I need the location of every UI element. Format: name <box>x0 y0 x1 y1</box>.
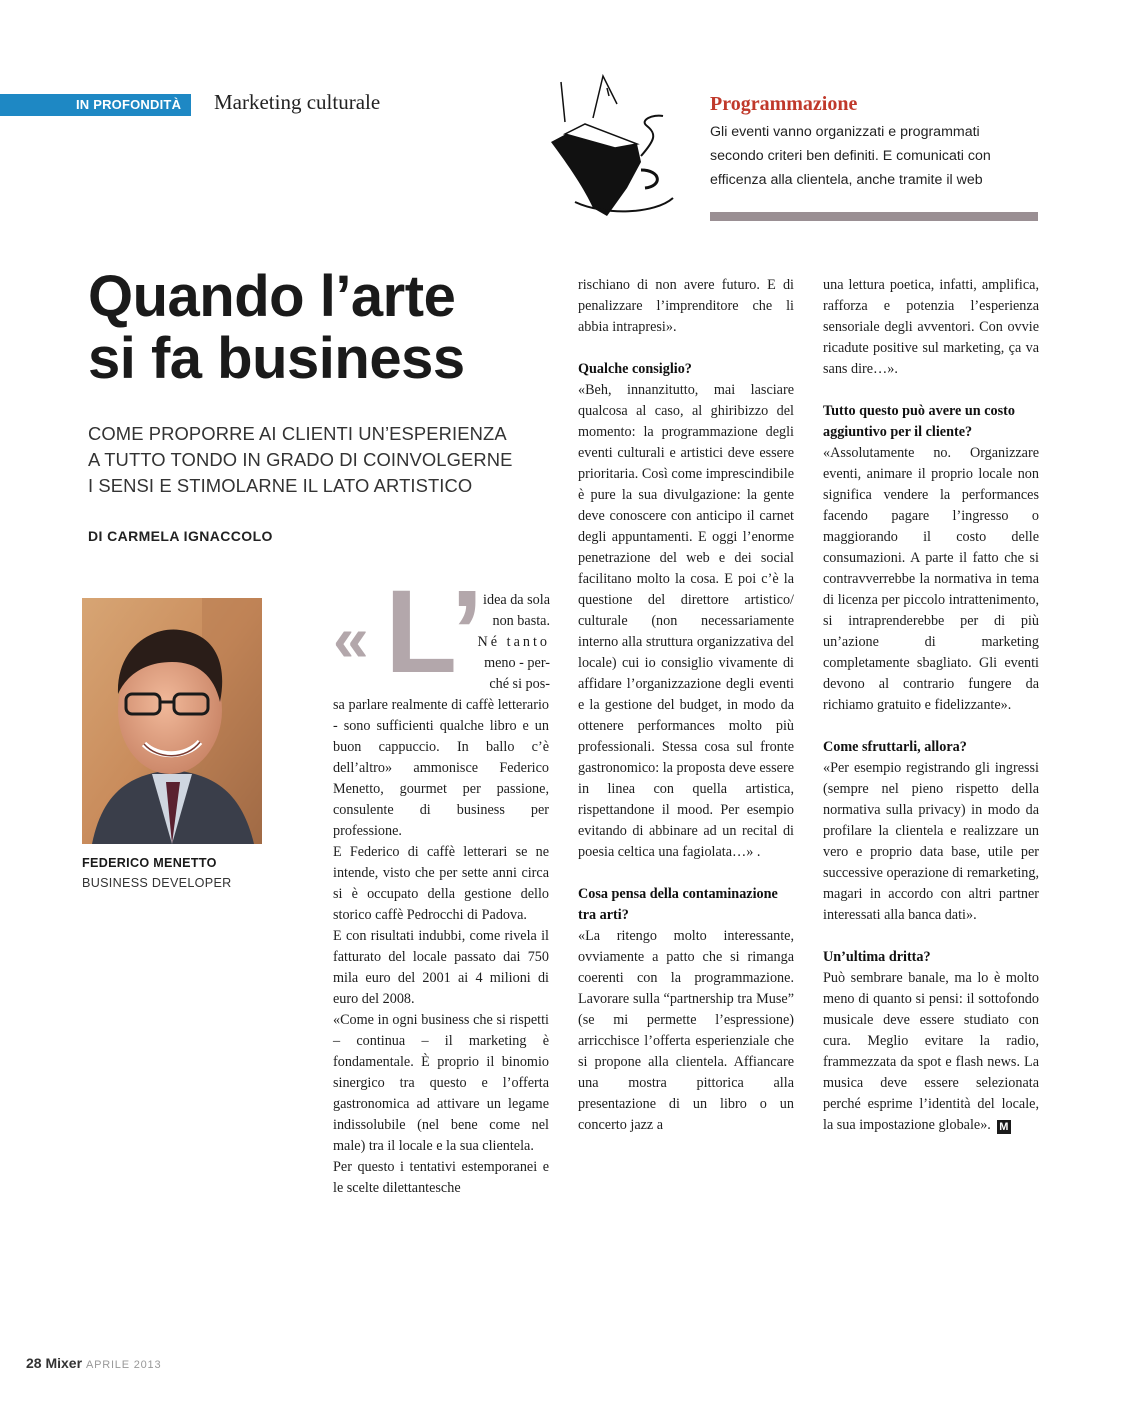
portrait-photo <box>82 598 262 844</box>
sidebar-line: efficenza alla clientela, anche tramite il web <box>710 172 983 188</box>
drop-cap <box>333 566 550 698</box>
magazine-name: Mixer <box>45 1355 83 1371</box>
final-answer: Può sembrare banale, ma lo è molto meno di quanto si pensi: il sottofondo musicale deve essere studiato con cura. Meglio evitare la radio, frammezzata da spot e flash news. La musica deve essere selezionata perché esprime l’identità del locale, la sua impostazione globale». <box>823 970 1039 1133</box>
end-mark-icon: M <box>997 1120 1011 1134</box>
paragraph: «Assolutamente no. Organizzare eventi, animare il proprio locale non significa vendere la performances facendo pagare l’ingresso o maggiorando il costo delle consumazioni. A parte il fatto che si contravverrebbe la normativa in tema di licenza per piccolo intrattenimento, si intraprenderebbe per di più un’azione di marketing completamente sbagliato. Gli eventi devono al contrario fungere da richiamo gratuito e fidelizzante». <box>823 445 1039 713</box>
coffee-cup-illustration <box>545 70 685 220</box>
drop-cap-line: Né tanto <box>477 634 550 650</box>
paragraph: E con risultati indubbi, come rivela il fatturato del locale passato dai 750 mila euro del 2001 ai 4 milioni di euro del 2008. <box>333 928 549 1007</box>
photo-caption-name: FEDERICO MENETTO <box>82 856 217 870</box>
column-1 <box>333 695 549 1199</box>
section-title: Marketing culturale <box>214 90 381 114</box>
subtitle-line: A TUTTO TONDO IN GRADO DI COINVOLGERNE <box>88 449 513 470</box>
drop-cap-letter: L’ <box>385 566 484 698</box>
subtitle-line: I SENSI E STIMOLARNE IL LATO ARTISTICO <box>88 475 473 496</box>
paragraph: E Federico di caffè letterari se ne intende, visto che per sette anni circa si è occupato della gestione dello storico caffè Pedrocchi di Padova. <box>333 844 549 923</box>
page-number: 28 <box>26 1355 42 1371</box>
article-title <box>88 266 548 390</box>
question-heading: Un’ultima dritta? <box>823 949 931 965</box>
paragraph: una lettura poetica, infatti, amplifica, rafforza e potenzia l’esperienza sensoriale degli avventori. Con ovvie ricadute positive sul marketing, ça va sans dire…». <box>823 277 1039 377</box>
drop-cap-line: idea da sola <box>483 592 550 608</box>
paragraph <box>823 968 1039 1136</box>
article-subtitle <box>88 421 528 499</box>
issue-date: APRILE 2013 <box>85 1359 162 1371</box>
question-heading: Qualche consiglio? <box>578 361 692 377</box>
header-band <box>0 94 72 116</box>
sidebar-line: Gli eventi vanno organizzati e programmati <box>710 124 980 140</box>
byline: DI CARMELA IGNACCOLO <box>88 528 273 544</box>
question-heading: Cosa pensa della contaminazione tra arti? <box>578 886 778 923</box>
question-heading: Tutto questo può avere un costo aggiuntivo per il cliente? <box>823 403 1015 440</box>
subtitle-line: COME PROPORRE AI CLIENTI UN’ESPERIENZA <box>88 423 507 444</box>
sidebar-rule <box>710 212 1038 221</box>
paragraph: «Beh, innanzitutto, mai lasciare qualcosa al caso, al ghiribizzo del momento: la programmazione degli eventi culturali e artistici deve essere prioritaria. Così come imprescindibile è pure la sua divulgazione: la gente deve conoscere con anticipo il carnet degli appuntamenti. E oggi l’enorme penetrazione del web e dei social facilitano molto la cosa. E poi c’è la questione del direttore artistico/ culturale (non necessariamente interno alla struttura organizzativa del locale) cui io consiglio vivamente di affidare l’organizzazione degli eventi e la gestione del budget, in modo da ottenere performances molto più professionali. Stessa cosa sul fronte gastronomico: la proposta deve essere in linea con quella artistica, rispettandone il mood. Per esempio evitando di abbinare ad un recital di poesia celtica una fagiolata…» . <box>578 382 794 860</box>
title-line: Quando l’arte <box>88 264 456 329</box>
drop-cap-line: non basta. <box>492 613 550 629</box>
rubric-label: IN PROFONDITÀ <box>72 94 191 116</box>
paragraph: «Per esempio registrando gli ingressi (sempre nel pieno rispetto della normativa sulla privacy) in modo da profilare la clientela e realizzare un vero e proprio data base, utile per successive operazione di remarketing, magari in accordo con altri partner interessati alla banca dati». <box>823 760 1039 923</box>
drop-cap-quote: « <box>333 603 363 675</box>
drop-cap-text <box>464 590 550 695</box>
photo-caption-role: BUSINESS DEVELOPER <box>82 876 232 890</box>
column-2 <box>578 275 794 1136</box>
title-line: si fa business <box>88 326 465 391</box>
sidebar-line: secondo criteri ben definiti. E comunicati con <box>710 148 991 164</box>
rubric-divider <box>204 94 207 116</box>
drop-cap-line: ché si pos- <box>489 676 550 692</box>
sidebar-text <box>710 120 1050 192</box>
sidebar-title: Programmazione <box>710 93 858 115</box>
coffee-cup-icon <box>545 70 685 220</box>
column-3 <box>823 275 1039 1136</box>
drop-cap-line: meno - per- <box>484 655 550 671</box>
paragraph: «La ritengo molto interessante, ovviamente a patto che si rimanga coerenti con la programmazione. Lavorare sulla “partnership tra Muse” (se mi permette l’espressione) arricchisce l’offerta esperienziale che si propone alla clientela. Affiancare una mostra pittorica alla presentazione di un libro o un concerto jazz a <box>578 928 794 1133</box>
page-folio <box>26 1355 161 1371</box>
paragraph: Per questo i tentativi estemporanei e le scelte dilettantesche <box>333 1159 549 1196</box>
paragraph: rischiano di non avere futuro. E di penalizzare l’imprenditore che li abbia intrapresi». <box>578 277 794 335</box>
question-heading: Come sfruttarli, allora? <box>823 739 967 755</box>
paragraph: «Come in ogni business che si rispetti – continua – il marketing è fondamentale. È proprio il binomio sinergico tra questo e l’offerta gastronomica ad attivare un legame indissolubile (nel bene come nel male) tra il locale e la sua clientela. <box>333 1012 549 1154</box>
paragraph: sa parlare realmente di caffè letterario - sono sufficienti qualche libro e un buon cappuccio. In ballo c’è dell’altro» ammonisce Federico Menetto, gourmet per passione, consulente di business per professione. <box>333 697 549 839</box>
